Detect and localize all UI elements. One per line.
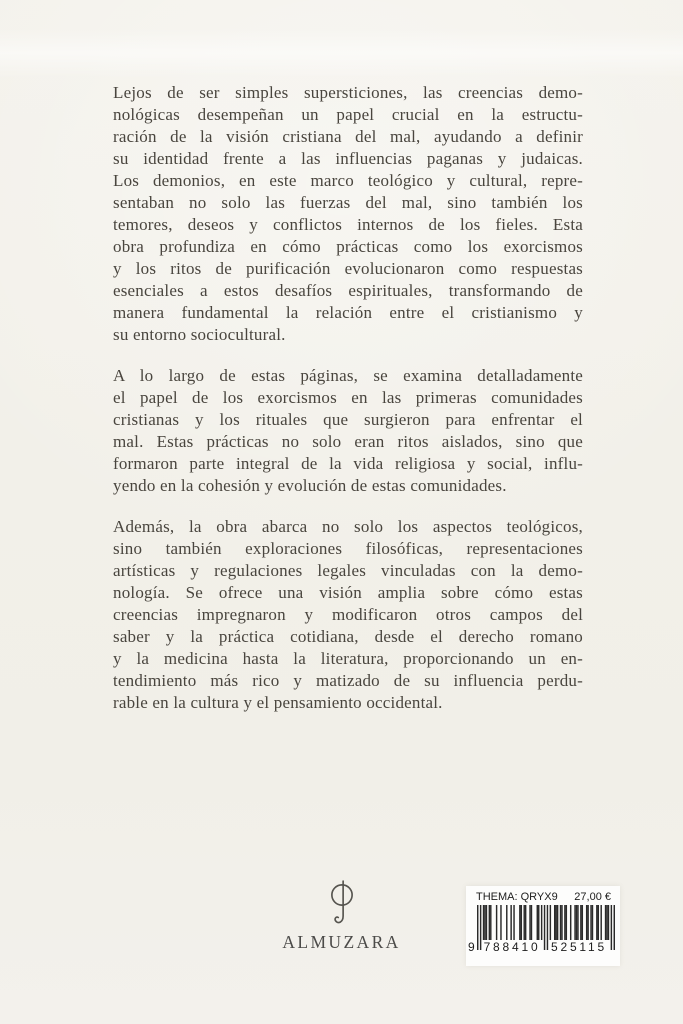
text-line: Los demonios, en este marco teológico y cultural, repre- <box>113 171 583 190</box>
isbn-digit-first: 9 <box>468 940 475 954</box>
isbn-digits-right: 525115 <box>551 940 607 954</box>
text-line: Lejos de ser simples supersticiones, las creencias demo- <box>113 83 583 102</box>
text-line: obra profundiza en cómo prácticas como los exorcismos <box>113 237 583 256</box>
isbn-digits-left: 788410 <box>483 940 541 954</box>
publisher-name: ALMUZARA <box>282 932 401 952</box>
barcode-header <box>466 886 620 904</box>
text-line: el papel de los exorcismos en las primeras comunidades <box>113 388 583 407</box>
text-line: nología. Se ofrece una visión amplia sobre cómo estas <box>113 583 583 602</box>
price: 27,00 € <box>574 891 611 903</box>
text-line: su identidad frente a las influencias paganas y judaicas. <box>113 149 583 168</box>
synopsis <box>113 82 583 733</box>
text-line: cristianas y los rituales que surgieron para enfrentar el <box>113 410 583 429</box>
synopsis-paragraph <box>113 365 583 497</box>
barcode-panel <box>466 886 620 966</box>
text-line: y la medicina hasta la literatura, proporcionando un en- <box>113 649 583 668</box>
text-line: ración de la visión cristiana del mal, ayudando a definir <box>113 127 583 146</box>
synopsis-paragraph <box>113 516 583 714</box>
text-line: formaron parte integral de la vida religiosa y social, influ- <box>113 454 583 473</box>
text-line: su entorno sociocultural. <box>113 325 286 344</box>
text-line: y los ritos de purificación evolucionaron como respuestas <box>113 259 583 278</box>
text-line: yendo en la cohesión y evolución de estas comunidades. <box>113 476 507 495</box>
text-line: temores, deseos y conflictos internos de los fieles. Esta <box>113 215 583 234</box>
text-line: esenciales a estos desafíos espirituales, transformando de <box>113 281 583 300</box>
text-line: saber y la práctica cotidiana, desde el derecho romano <box>113 627 583 646</box>
synopsis-paragraph <box>113 82 583 346</box>
text-line: sino también exploraciones filosóficas, representaciones <box>113 539 583 558</box>
almuzara-logo-icon <box>327 879 357 929</box>
text-line: rable en la cultura y el pensamiento occidental. <box>113 693 443 712</box>
text-line: creencias impregnaron y modificaron otros campos del <box>113 605 583 624</box>
text-line: A lo largo de estas páginas, se examina detalladamente <box>113 366 583 385</box>
text-line: nológicas desempeñan un papel crucial en la estructu- <box>113 105 583 124</box>
text-line: manera fundamental la relación entre el cristianismo y <box>113 303 583 322</box>
text-line: Además, la obra abarca no solo los aspectos teológicos, <box>113 517 583 536</box>
text-line: tendimiento más rico y matizado de su influencia perdu- <box>113 671 583 690</box>
thema-code: THEMA: QRYX9 <box>476 891 558 903</box>
text-line: mal. Estas prácticas no solo eran ritos aislados, sino que <box>113 432 583 451</box>
text-line: sentaban no solo las fuerzas del mal, sino también los <box>113 193 583 212</box>
text-line: artísticas y regulaciones legales vinculadas con la demo- <box>113 561 583 580</box>
